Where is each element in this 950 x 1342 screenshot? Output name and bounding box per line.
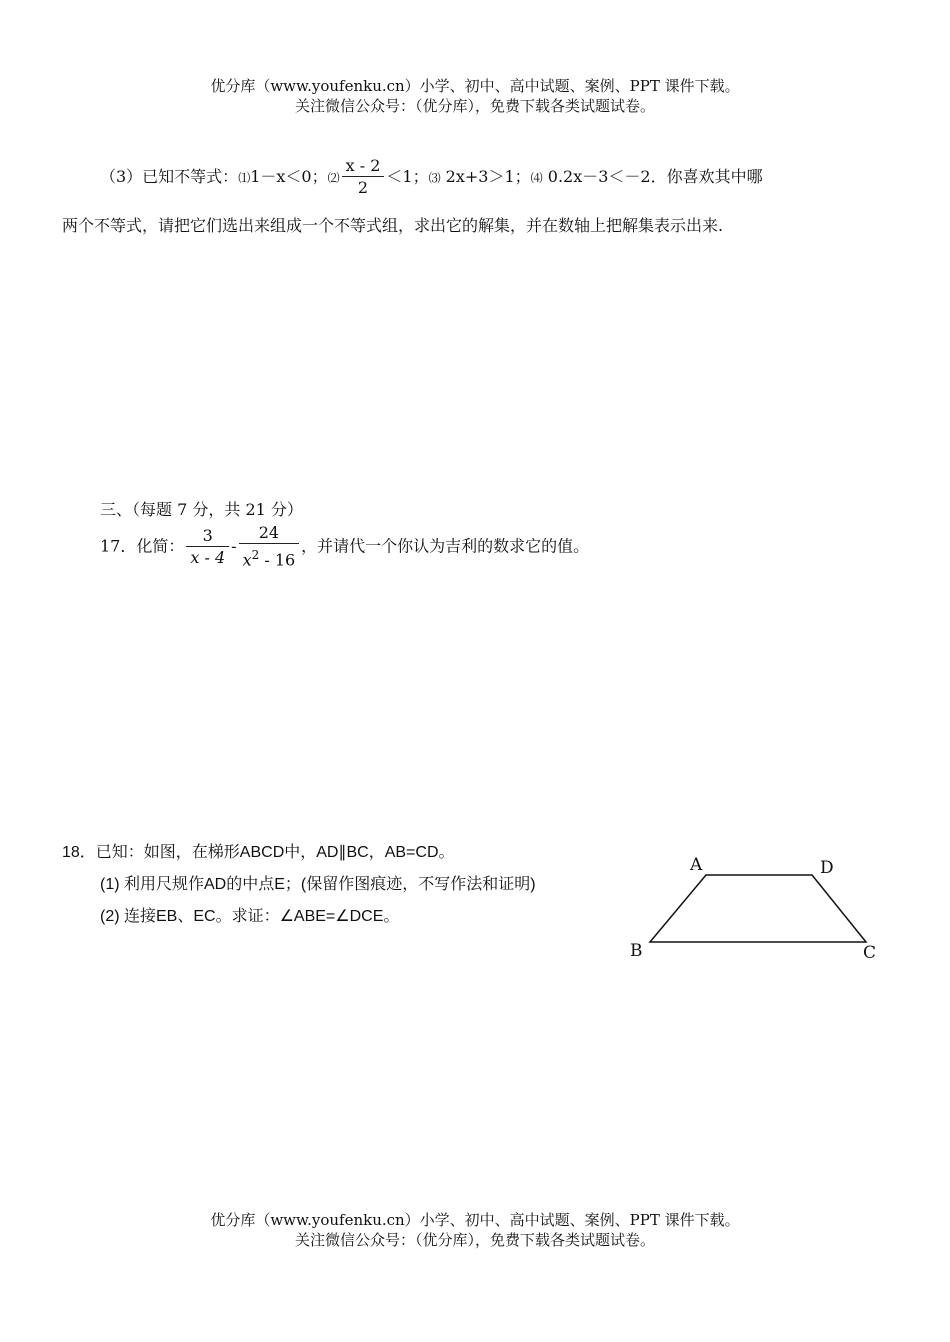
q3-marker-2: ⑵ <box>327 171 340 185</box>
header-line-2: 关注微信公众号：（优分库），免费下载各类试题试卷。 <box>294 97 655 115</box>
q17-fraction-2-numerator: 24 <box>239 523 300 544</box>
q17-tail: ，并请代一个你认为吉利的数求它的值。 <box>301 536 590 556</box>
q17-fraction-1 <box>186 526 229 569</box>
footer-line-1: 优分库（www.youfenku.cn）小学、初中、高中试题、案例、PPT 课件下载。 <box>210 1211 740 1229</box>
q17-fraction-2-rest: - 16 <box>259 550 296 570</box>
section-3-title: 三、（每题 7 分，共 21 分） <box>100 500 303 519</box>
q3-marker-3: ⑶ <box>428 171 441 185</box>
q3-fraction-numerator: x - 2 <box>342 156 385 177</box>
vertex-label-c: C <box>863 943 877 963</box>
q17-fraction-1-denominator: x - 4 <box>190 547 226 567</box>
q3-fraction-denominator: 2 <box>357 178 369 197</box>
q18-line-2: (1) 利用尺规作AD的中点E；(保留作图痕迹，不写作法和证明) <box>100 876 536 893</box>
trapezoid-figure <box>600 840 900 970</box>
q3-inequality-3: 2x+3＞1； <box>440 167 531 186</box>
q3-inequality-4: 0.2x－3＜－2．你喜欢其中哪 <box>542 167 763 186</box>
q17-fraction-2-var: x <box>242 550 252 570</box>
vertex-label-b: B <box>630 941 643 961</box>
footer-line-2: 关注微信公众号：（优分库），免费下载各类试题试卷。 <box>294 1231 655 1249</box>
trapezoid-abcd <box>650 875 866 942</box>
q3-line-1 <box>100 156 763 199</box>
q17-fraction-1-numerator: 3 <box>186 526 229 547</box>
q3-fraction <box>342 156 385 199</box>
q17-fraction-2-denominator <box>239 544 300 571</box>
q18-line-3: (2) 连接EB、EC。求证：∠ABE=∠DCE。 <box>100 908 400 925</box>
vertex-label-a: A <box>690 855 703 875</box>
q3-intro: （3）已知不等式： <box>100 167 239 186</box>
q17-label: 17．化简： <box>100 536 185 556</box>
header-line-1: 优分库（www.youfenku.cn）小学、初中、高中试题、案例、PPT 课件下载。 <box>210 77 740 95</box>
q3-line-2: 两个不等式，请把它们选出来组成一个不等式组，求出它的解集，并在数轴上把解集表示出来. <box>62 216 724 235</box>
q3-inequality-2-rest: ＜1； <box>386 167 429 186</box>
q17-minus: - <box>231 536 237 556</box>
q17-fraction-2 <box>239 523 300 571</box>
q18-line-1: 18．已知：如图，在梯形ABCD中，AD∥BC，AB=CD。 <box>62 844 455 861</box>
vertex-label-d: D <box>820 858 834 878</box>
q3-inequality-1: 1－x＜0； <box>250 167 328 186</box>
q3-marker-1: ⑴ <box>238 171 251 185</box>
q17-line <box>100 523 589 571</box>
q3-marker-4: ⑷ <box>530 171 543 185</box>
q17-fraction-2-exponent: 2 <box>251 548 260 562</box>
